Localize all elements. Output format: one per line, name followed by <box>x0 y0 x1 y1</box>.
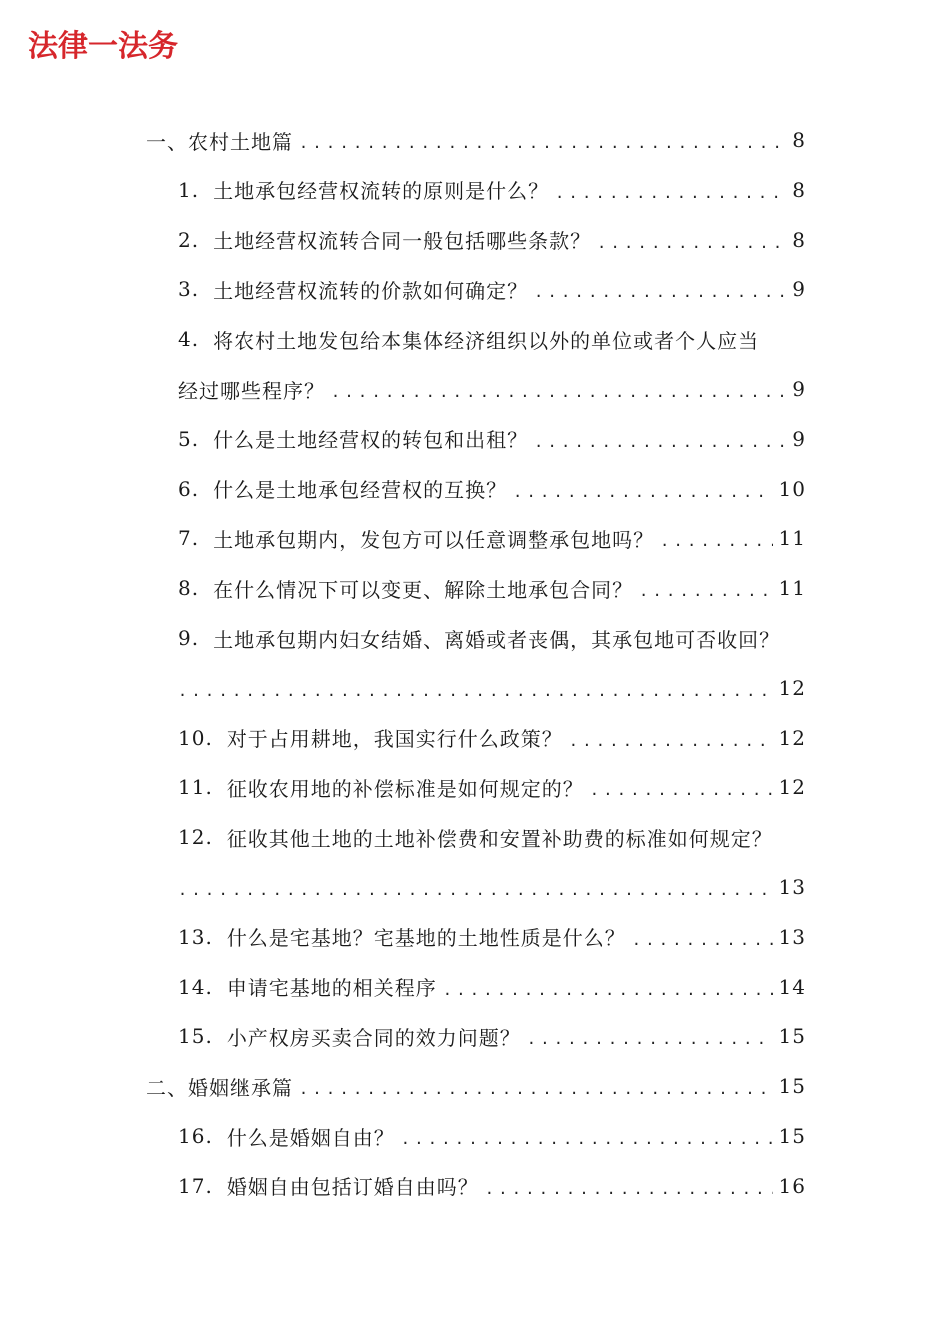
toc-entry-title: 征收其他土地的土地补偿费和安置补助费的标准如何规定？ <box>226 826 773 851</box>
toc-entry-title: 什么是婚姻自由？ <box>226 1125 395 1150</box>
toc-section-entry[interactable] <box>146 115 806 165</box>
toc-page-number: 14 <box>778 974 806 999</box>
toc-leader-dots <box>632 931 773 949</box>
toc-entry[interactable] <box>178 1111 806 1161</box>
toc-leader-dots <box>660 532 772 550</box>
toc-entry[interactable] <box>178 264 806 314</box>
toc-entry-number: 12. <box>178 825 213 850</box>
toc-entry[interactable] <box>178 613 806 663</box>
toc-entry[interactable] <box>178 962 806 1012</box>
toc-leader-dots <box>555 184 786 202</box>
toc-page-number: 8 <box>792 128 806 152</box>
toc-page-number: 11 <box>778 526 806 551</box>
toc-entry-title: 征收农用地的补偿标准是如何规定的？ <box>226 776 584 801</box>
toc-section-entry[interactable] <box>146 1061 806 1111</box>
toc-leader-dots <box>485 1180 773 1198</box>
toc-entry[interactable] <box>178 1161 806 1211</box>
logo-mark <box>28 22 178 66</box>
toc-entry-number: 1. <box>178 177 200 202</box>
toc-entry-title: 对于占用耕地，我国实行什么政策？ <box>226 727 563 752</box>
toc-entry-title: 将农村土地发包给本集体经济组织以外的单位或者个人应当 <box>213 328 760 353</box>
toc-entry[interactable] <box>178 663 806 713</box>
toc-leader-dots <box>443 981 773 999</box>
toc-entry-title: 一、农村土地篇 <box>146 129 293 154</box>
toc-entry-number: 4. <box>178 327 200 352</box>
toc-entry[interactable] <box>178 762 806 812</box>
logo-text: 法律一法务 <box>28 29 178 64</box>
toc-entry[interactable] <box>178 713 806 763</box>
toc-leader-dots <box>534 433 786 451</box>
toc-page-number: 12 <box>778 775 806 800</box>
toc-page-number: 15 <box>778 1074 806 1099</box>
toc-page-number: 12 <box>778 725 806 750</box>
toc-page-number: 13 <box>778 875 806 899</box>
toc-entry-title: 二、婚姻继承篇 <box>146 1075 293 1100</box>
toc-entry[interactable] <box>178 314 806 364</box>
toc-entry-number: 3. <box>178 277 200 302</box>
toc-page-number: 10 <box>778 476 806 501</box>
toc-entry-title: 经过哪些程序？ <box>178 378 325 403</box>
toc-leader-dots <box>178 682 773 700</box>
toc-entry-number: 8. <box>178 576 200 601</box>
toc-page-number: 15 <box>778 1024 806 1049</box>
toc-leader-dots <box>569 732 773 750</box>
toc-leader-dots <box>401 1130 773 1148</box>
toc-entry[interactable] <box>178 215 806 265</box>
toc-entry-number: 13. <box>178 924 213 949</box>
toc-entry-number: 7. <box>178 526 200 551</box>
toc-entry-number: 5. <box>178 426 200 451</box>
logo <box>28 22 178 66</box>
toc-entry-title: 什么是土地承包经营权的互换？ <box>213 478 508 503</box>
toc-page-number: 8 <box>792 177 806 202</box>
toc-page-number: 9 <box>792 377 806 401</box>
toc-entry[interactable] <box>178 364 806 414</box>
toc-entry-title: 在什么情况下可以变更、解除土地承包合同？ <box>213 577 634 602</box>
toc-page-number: 9 <box>792 277 806 302</box>
toc-leader-dots <box>331 383 786 401</box>
toc-entry[interactable] <box>178 862 806 912</box>
toc-entry[interactable] <box>178 812 806 862</box>
toc-entry-number: 6. <box>178 476 200 501</box>
toc-entry-number: 10. <box>178 725 213 750</box>
toc-page-number: 13 <box>778 924 806 949</box>
toc-page-number: 12 <box>778 675 806 700</box>
toc-leader-dots <box>299 134 786 152</box>
toc-leader-dots <box>534 283 786 301</box>
toc-leader-dots <box>597 234 786 252</box>
toc-leader-dots <box>590 781 773 799</box>
toc-leader-dots <box>639 582 772 600</box>
toc-entry-title: 土地承包期内妇女结婚、离婚或者丧偶，其承包地可否收回？ <box>213 627 781 652</box>
toc-entry[interactable] <box>178 513 806 563</box>
toc-page-number: 15 <box>778 1124 806 1148</box>
toc-page-number: 9 <box>792 426 806 451</box>
toc-entry-title: 什么是土地经营权的转包和出租？ <box>213 428 529 453</box>
toc-entry-title: 申请宅基地的相关程序 <box>226 976 437 1001</box>
toc-entry-title: 土地承包期内，发包方可以任意调整承包地吗？ <box>213 527 655 552</box>
toc-entry-title: 土地经营权流转的价款如何确定？ <box>213 278 529 303</box>
toc-entry-title: 土地经营权流转合同一般包括哪些条款？ <box>213 229 592 254</box>
toc-entry[interactable] <box>178 912 806 962</box>
toc-entry[interactable] <box>178 464 806 514</box>
toc-entry[interactable] <box>178 563 806 613</box>
toc-entry-title: 小产权房买卖合同的效力问题？ <box>226 1025 521 1050</box>
toc-entry-title: 婚姻自由包括订婚自由吗？ <box>226 1175 479 1200</box>
toc-leader-dots <box>299 1080 773 1098</box>
toc-page-number: 8 <box>792 227 806 252</box>
toc-entry-number: 17. <box>178 1173 213 1198</box>
toc-entry-number: 11. <box>178 775 213 800</box>
toc-entry-number: 14. <box>178 974 213 999</box>
toc-entry-number: 9. <box>178 626 200 650</box>
toc-leader-dots <box>178 881 773 899</box>
toc-entry-number: 16. <box>178 1124 213 1148</box>
toc-entry[interactable] <box>178 1011 806 1061</box>
toc-leader-dots <box>527 1030 773 1048</box>
toc-entry-title: 土地承包经营权流转的原则是什么？ <box>213 179 550 204</box>
toc-entry[interactable] <box>178 165 806 215</box>
toc-page-number: 11 <box>778 576 806 601</box>
toc-page-number: 16 <box>778 1173 806 1198</box>
toc-entry-number: 2. <box>178 227 200 252</box>
toc-entry-title: 什么是宅基地？宅基地的土地性质是什么？ <box>226 926 626 951</box>
toc-entry[interactable] <box>178 414 806 464</box>
toc-leader-dots <box>513 483 772 501</box>
toc-entry-number: 15. <box>178 1024 213 1049</box>
